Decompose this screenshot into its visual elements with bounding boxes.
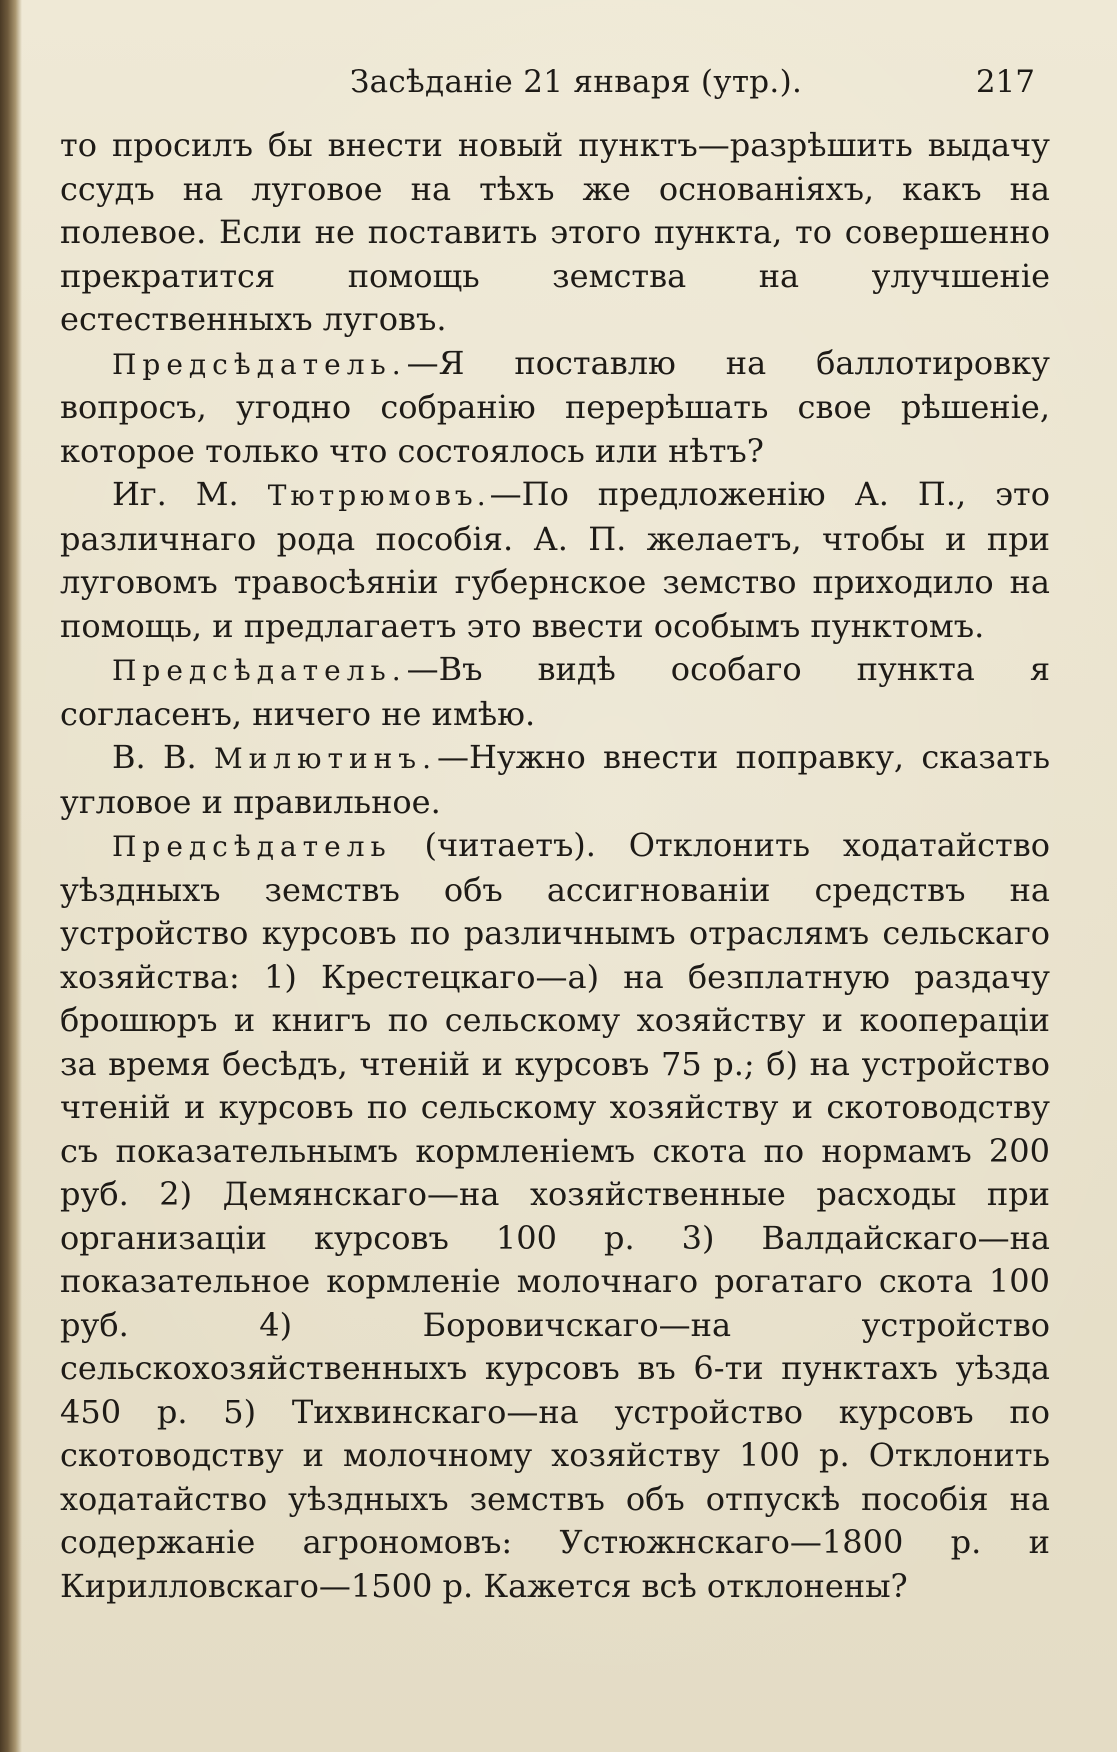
paragraph-text: —Я поставлю на баллотировку вопросъ, угодно собранію перерѣшать свое рѣшеніе, которое только что состоялось или нѣтъ?: [60, 343, 1050, 470]
paragraph-text: (читаетъ). Отклонить ходатайство уѣздныхъ земствъ объ ассигнованіи средствъ на устройство курсовъ по различнымъ отраслямъ сельскаго хозяйства: 1) Крестецкаго—а) на безплатную раздачу брошюръ и книгъ по сельскому хозяйству и коопераціи за время бесѣдъ, чтеній и курсовъ 75 р.; б) на устройство чтеній и курсовъ по сельскому хозяйству и скотоводству съ показательнымъ кормленіемъ скота по нормамъ 200 руб. 2) Демянскаго—на хозяйственные расходы при организаціи курсовъ 100 р. 3) Валдайскаго—на показательное кормленіе молочнаго рогатаго скота 100 руб. 4) Боровичскаго—на устройство сельскохозяйственныхъ курсовъ въ 6-ти пунктахъ уѣзда 450 р. 5) Тихвинскаго—на устройство курсовъ по скотоводству и молочному хозяйству 100 р. Отклонить ходатайство уѣздныхъ земствъ объ отпускѣ пособія на содержаніе агрономовъ: Устюжнскаго—1800 р. и Кирилловскаго—1500 р. Кажется всѣ отклонены?: [60, 826, 1050, 1605]
speaker-initials: В. В.: [112, 738, 197, 776]
paragraph: [60, 824, 1050, 1608]
speaker-initials: Иг. М.: [112, 475, 239, 513]
paragraph-text: —Въ видѣ особаго пункта я согласенъ, ничего не имѣю.: [60, 650, 1050, 733]
paragraph: [60, 124, 1050, 342]
running-title: Засѣданіе 21 января (утр.).: [350, 64, 803, 100]
body-text: [60, 124, 1050, 1608]
paragraph: [60, 736, 1050, 824]
page-number: 217: [975, 64, 1035, 100]
paragraph: [60, 648, 1050, 736]
speaker-name: Предсѣдатель: [112, 830, 392, 863]
paragraph-text: то просилъ бы внести новый пунктъ—разрѣшить выдачу ссудъ на луговое на тѣхъ же основаніяхъ, какъ на полевое. Если не поставить этого пункта, то совершенно прекратится помощь земства на улучшеніе естественныхъ луговъ.: [60, 126, 1050, 338]
paragraph: [60, 342, 1050, 474]
paragraph: [60, 473, 1050, 648]
book-spine-edge: [0, 0, 22, 1752]
speaker-name: Предсѣдатель.: [112, 654, 407, 687]
speaker-name: Тютрюмовъ.: [267, 479, 490, 512]
speaker-name: Предсѣдатель.: [112, 347, 407, 381]
page-header: [60, 56, 1040, 106]
paragraph-text: —Нужно внести поправку, сказать угловое и правильное.: [60, 738, 1051, 821]
paragraph-text: —По предложенію А. П., это различнаго рода пособія. А. П. желаетъ, чтобы и при луговомъ травосѣяніи губернское земство приходило на помощь, и предлагаетъ это ввести особымъ пунктомъ.: [60, 475, 1051, 645]
speaker-name: Милютинъ.: [213, 742, 437, 775]
